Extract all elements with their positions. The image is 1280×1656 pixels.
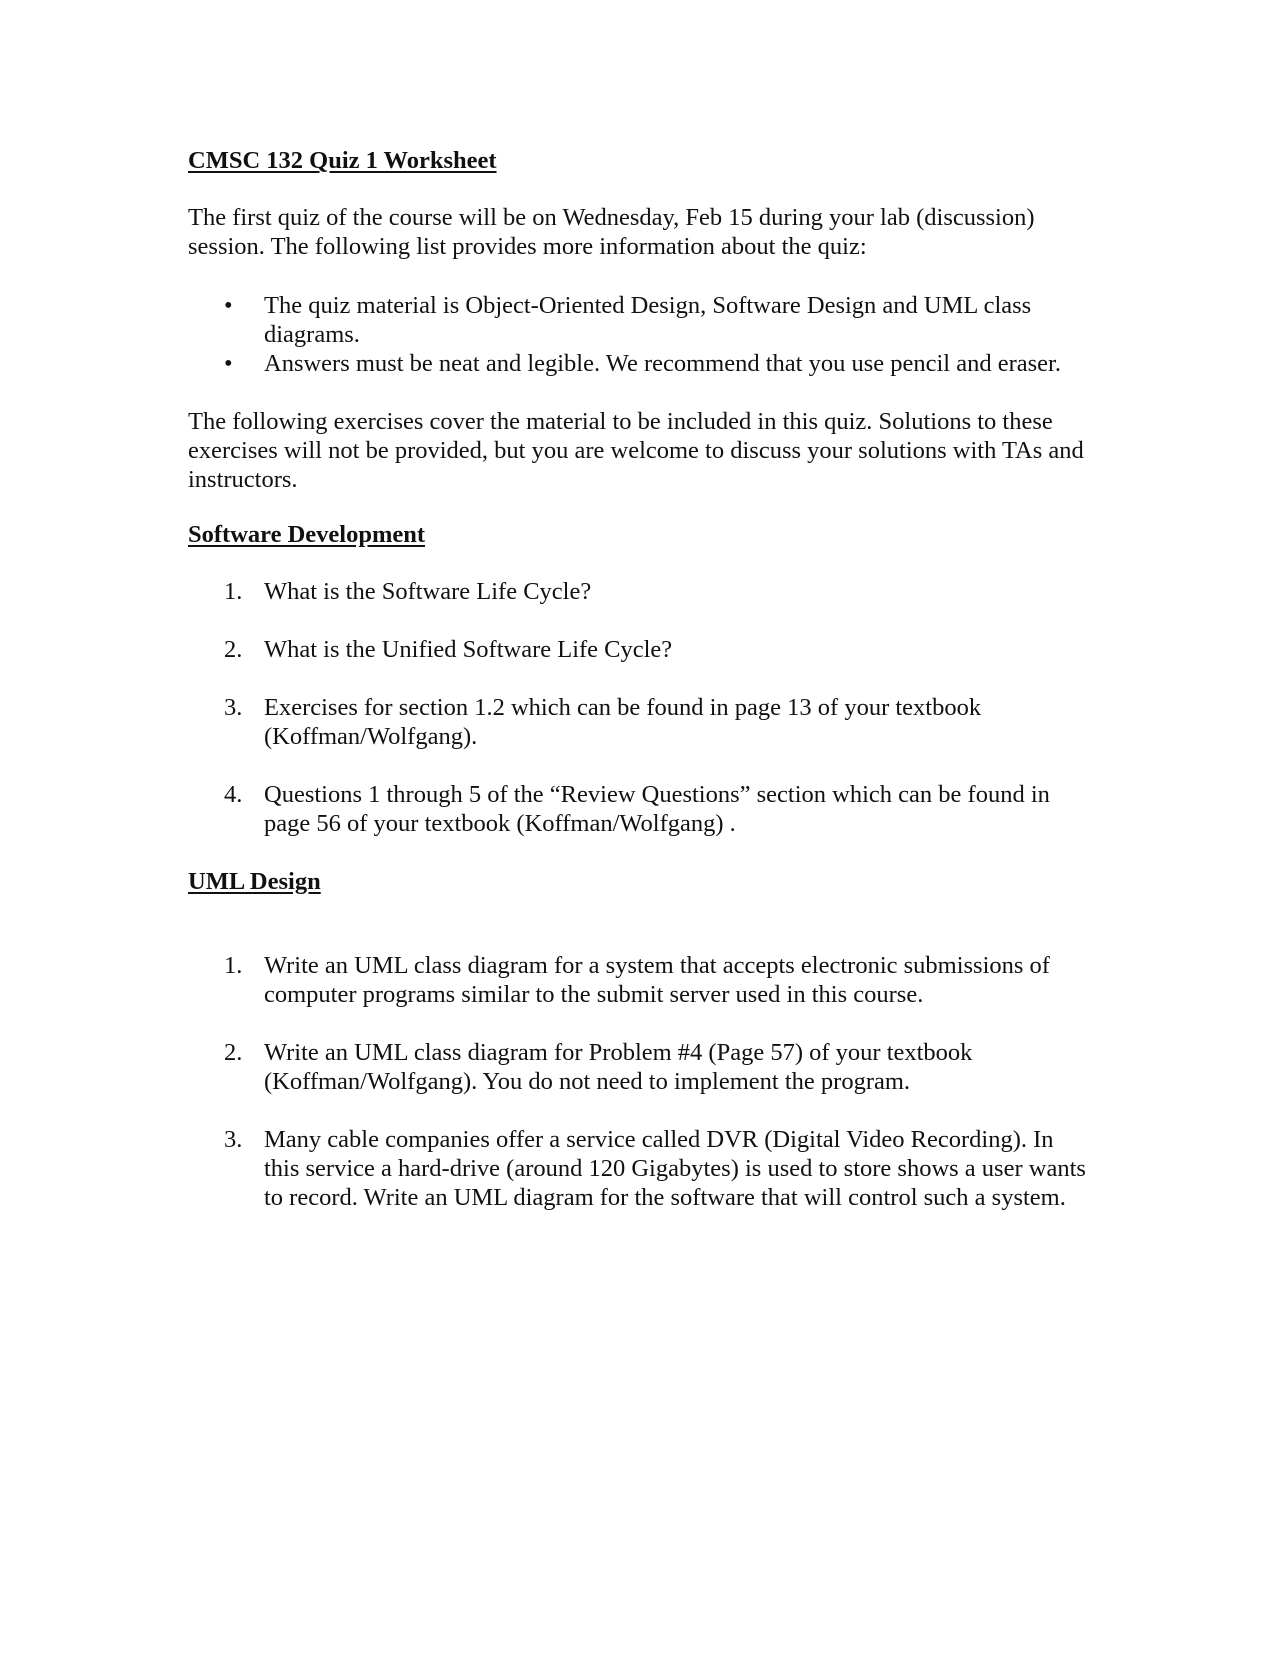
item-text: Exercises for section 1.2 which can be found in page 13 of your textbook (Koffman/Wolfgang).: [264, 694, 982, 750]
item-text: What is the Unified Software Life Cycle?: [264, 636, 673, 663]
item-text: Write an UML class diagram for Problem #4 (Page 57) of your textbook (Koffman/Wolfgang). You do not need to implement the program.: [264, 1039, 973, 1095]
bullet-text: The quiz material is Object-Oriented Design, Software Design and UML class diagrams.: [264, 292, 1032, 348]
section-title-software-development: Software Development: [188, 521, 426, 548]
uml-design-list: [188, 951, 1094, 1212]
list-item: [188, 693, 1094, 751]
item-number: 3.: [224, 1126, 243, 1153]
list-item: [188, 291, 1094, 349]
item-number: 1.: [224, 578, 243, 605]
bullet-text: Answers must be neat and legible. We recommend that you use pencil and eraser.: [264, 350, 1061, 377]
item-text: Write an UML class diagram for a system that accepts electronic submissions of computer programs similar to the submit server used in this course.: [264, 952, 1050, 1008]
item-number: 3.: [224, 694, 243, 721]
item-text: What is the Software Life Cycle?: [264, 578, 592, 605]
list-item: [188, 635, 1094, 664]
item-number: 1.: [224, 952, 243, 979]
bullet-icon: •: [224, 350, 233, 377]
list-item: [188, 1125, 1094, 1212]
section-title-uml-design: UML Design: [188, 868, 321, 895]
exercises-note: The following exercises cover the material to be included in this quiz. Solutions to these exercises will not be provided, but you are welcome to discuss your solutions with TAs and instructors.: [188, 408, 1084, 493]
item-number: 2.: [224, 1039, 243, 1066]
list-item: [188, 780, 1094, 838]
list-item: [188, 349, 1094, 378]
item-text: Many cable companies offer a service called DVR (Digital Video Recording). In this service a hard-drive (around 120 Gigabytes) is used to store shows a user wants to record. Write an UML diagram for the software that will control such a system.: [264, 1126, 1086, 1211]
document-body: [188, 146, 1094, 1241]
quiz-info-list: [188, 291, 1094, 378]
list-item: [188, 1038, 1094, 1096]
item-number: 2.: [224, 636, 243, 663]
document-title: CMSC 132 Quiz 1 Worksheet: [188, 147, 497, 174]
list-item: [188, 577, 1094, 606]
item-number: 4.: [224, 781, 243, 808]
item-text: Questions 1 through 5 of the “Review Questions” section which can be found in page 56 of your textbook (Koffman/Wolfgang) .: [264, 781, 1050, 837]
bullet-icon: •: [224, 292, 233, 319]
intro-paragraph: The first quiz of the course will be on Wednesday, Feb 15 during your lab (discussion) session. The following list provides more information about the quiz:: [188, 204, 1035, 260]
software-development-list: [188, 577, 1094, 838]
list-item: [188, 951, 1094, 1009]
